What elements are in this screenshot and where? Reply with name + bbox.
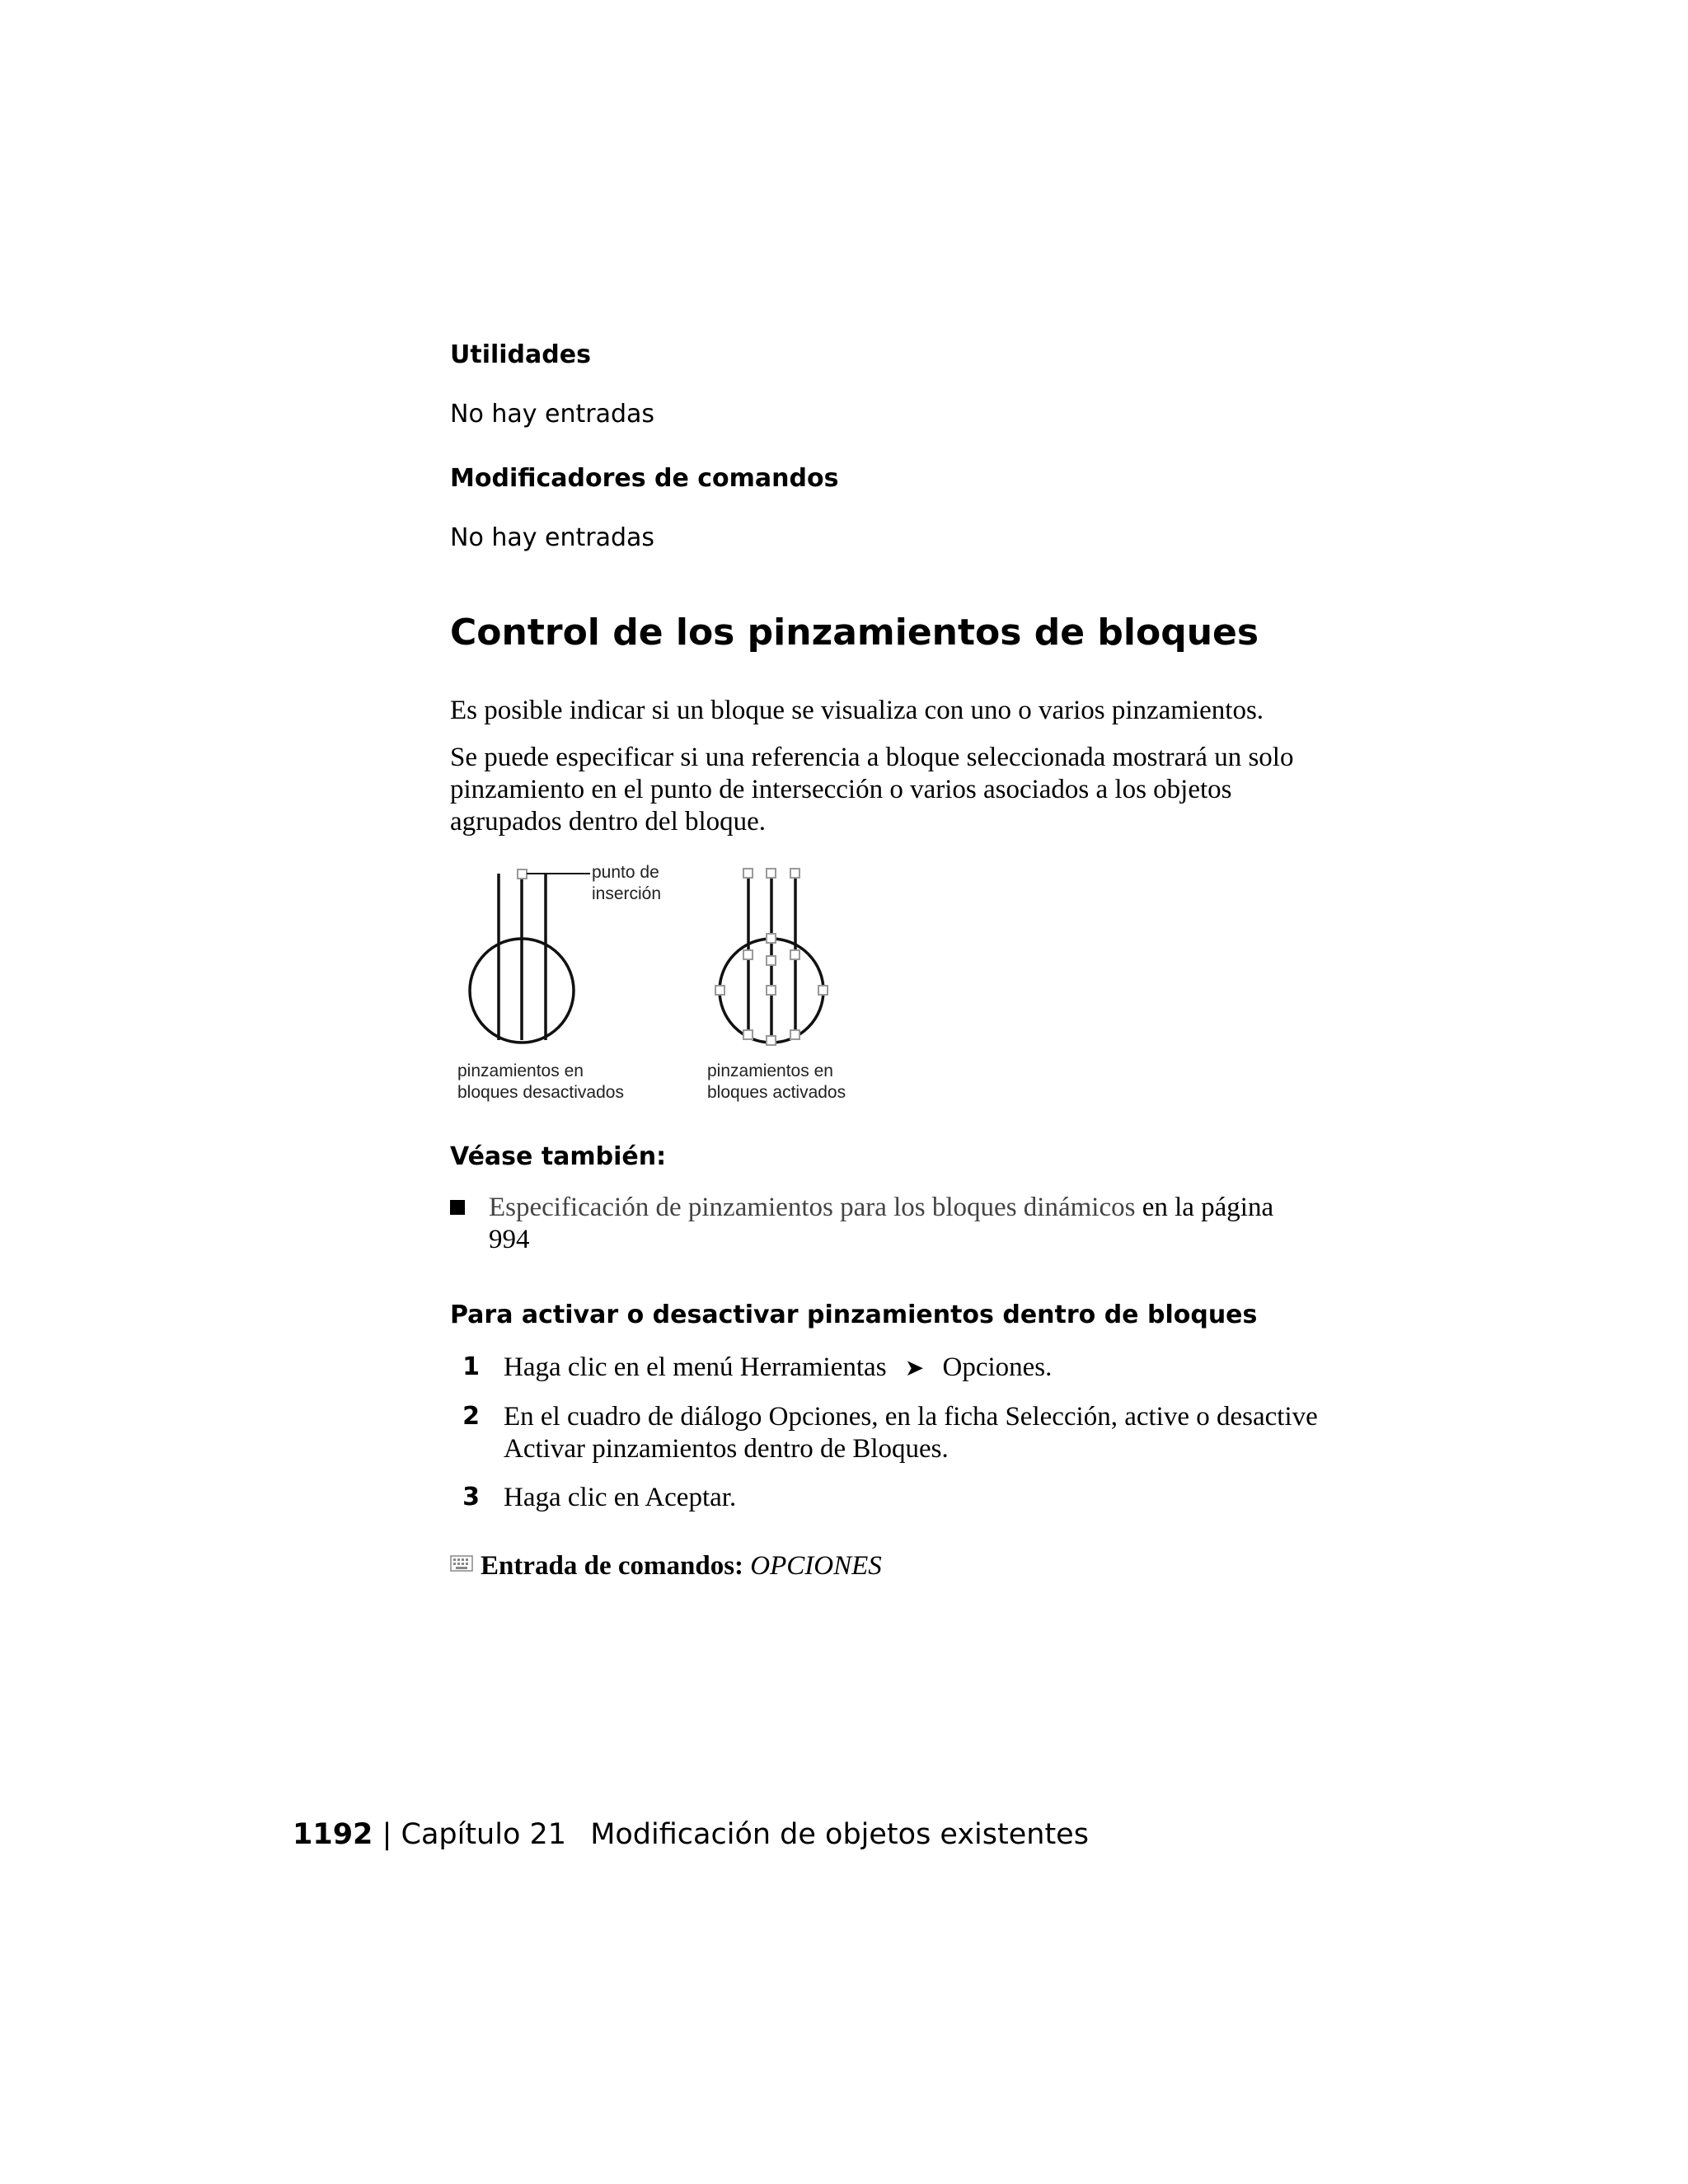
caption-line: pinzamientos en <box>457 1062 584 1080</box>
modificadores-heading: Modificadores de comandos <box>450 464 839 493</box>
step-text-part: Haga clic en el menú Herramientas <box>504 1352 887 1382</box>
page-number: 1192 <box>293 1818 373 1851</box>
see-also-item <box>489 1192 1273 1256</box>
step-number: 3 <box>462 1483 480 1511</box>
keyboard-icon <box>450 1555 473 1572</box>
grip <box>767 869 776 878</box>
caption-disabled <box>457 1061 624 1104</box>
detail-paragraph-line: Se puede especificar si una referencia a bloque seleccionada mostrará un solo <box>450 743 1294 772</box>
insertion-grip <box>518 869 527 879</box>
step-text-line: En el cuadro de diálogo Opciones, en la ficha Selección, active o desactive <box>504 1402 1318 1432</box>
detail-paragraph-line: pinzamiento en el punto de intersección o varios asociados a los objetos <box>450 775 1232 804</box>
grip <box>767 934 776 943</box>
detail-paragraph-line: agrupados dentro del bloque. <box>450 807 767 837</box>
caption-line: pinzamientos en <box>707 1062 833 1080</box>
callout-label-line: punto de <box>592 863 659 882</box>
page-ref-number: 994 <box>489 1225 530 1254</box>
step-number: 1 <box>462 1352 480 1381</box>
utilidades-heading: Utilidades <box>450 340 591 369</box>
page-footer <box>293 1817 1089 1852</box>
caption-line: bloques activados <box>707 1083 846 1102</box>
grip <box>790 950 799 959</box>
section-title: Control de los pinzamientos de bloques <box>450 612 1259 654</box>
grip <box>715 986 724 995</box>
bullet-icon <box>450 1200 465 1215</box>
step-text-line: Activar pinzamientos dentro de Bloques. <box>504 1434 949 1464</box>
step-number: 2 <box>462 1402 480 1431</box>
utilidades-text: No hay entradas <box>450 400 655 429</box>
command-entry-value: OPCIONES <box>750 1551 882 1581</box>
callout-label <box>592 862 661 905</box>
see-also-link[interactable]: Especificación de pinzamientos para los bloques dinámicos <box>489 1193 1136 1222</box>
command-entry-label: Entrada de comandos: <box>481 1551 744 1581</box>
grip <box>790 869 799 878</box>
see-also-heading: Véase también: <box>450 1142 667 1171</box>
intro-paragraph: Es posible indicar si un bloque se visualiza con uno o varios pinzamientos. <box>450 696 1264 725</box>
grip <box>790 1030 799 1039</box>
caption-line: bloques desactivados <box>457 1083 624 1102</box>
grips-enabled-diagram <box>715 869 828 1045</box>
chapter-label: Capítulo 21 <box>401 1818 567 1851</box>
procedure-heading: Para activar o desactivar pinzamientos dentro de bloques <box>450 1301 1258 1329</box>
step-text <box>504 1401 1318 1465</box>
detail-paragraph <box>450 742 1293 838</box>
step-text: Haga clic en Aceptar. <box>504 1483 737 1512</box>
step-text <box>504 1352 1052 1384</box>
callout-label-line: inserción <box>592 884 662 903</box>
command-entry <box>481 1549 882 1582</box>
caption-enabled <box>707 1061 846 1104</box>
grip <box>818 986 828 995</box>
grip <box>767 986 776 995</box>
grip <box>767 956 776 965</box>
grip <box>743 1030 753 1039</box>
menu-arrow-icon: ➤ <box>904 1354 925 1381</box>
footer-separator: | <box>382 1818 392 1851</box>
grip <box>743 950 753 959</box>
grip <box>767 1036 776 1045</box>
step-text-part: Opciones. <box>942 1352 1053 1382</box>
modificadores-text: No hay entradas <box>450 523 655 552</box>
grip <box>743 869 753 878</box>
chapter-title: Modificación de objetos existentes <box>590 1818 1089 1851</box>
grips-disabled-diagram <box>470 869 590 1043</box>
page-ref-text: en la página <box>1142 1193 1274 1222</box>
